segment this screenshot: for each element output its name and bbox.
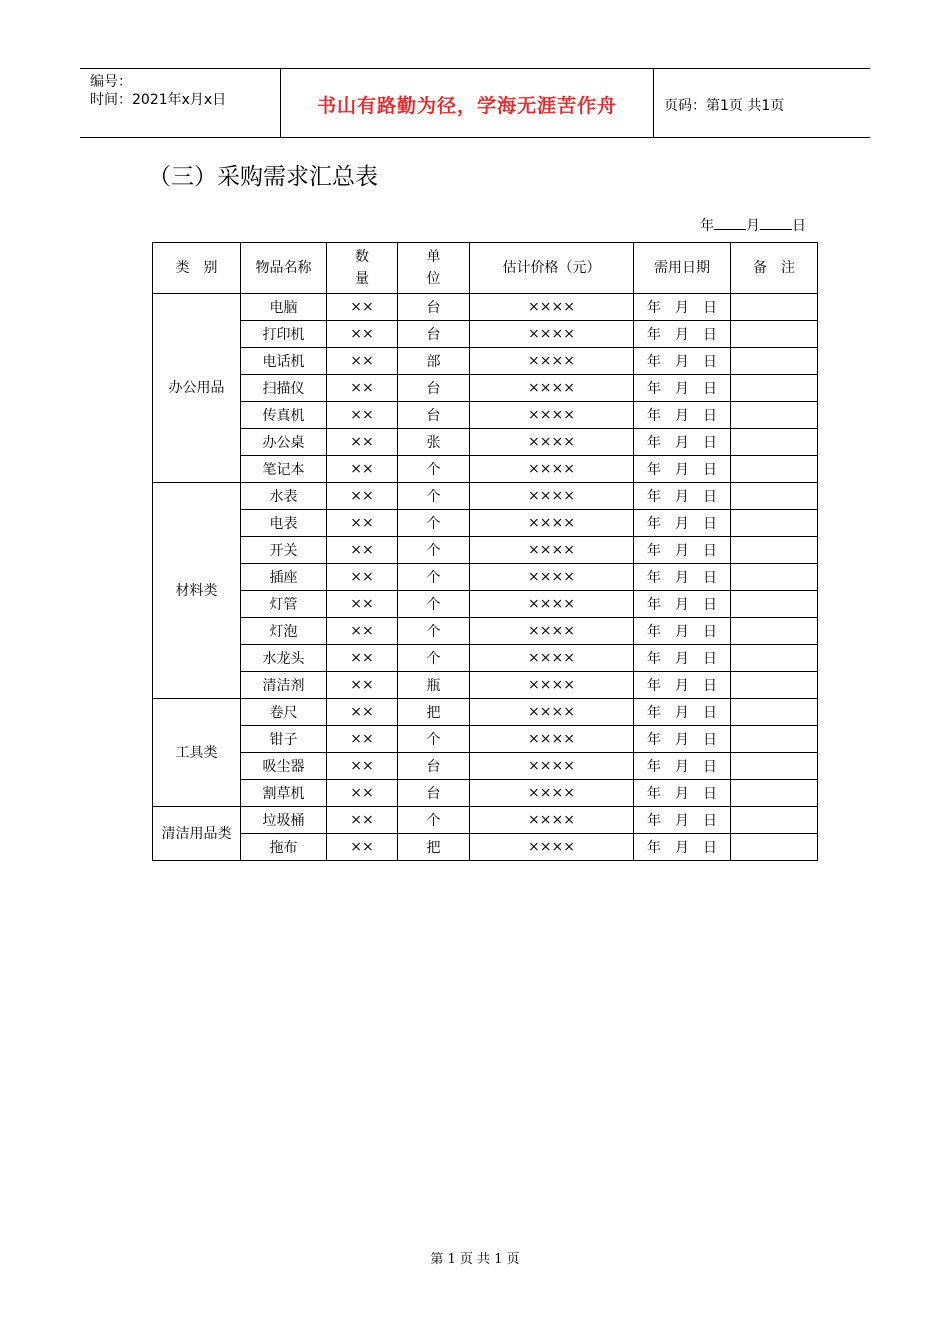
table-row (153, 321, 818, 348)
price-cell: ×××× (470, 429, 634, 456)
remarks-cell (731, 564, 818, 591)
quantity-cell: ×× (327, 591, 398, 618)
date-cell: 年 月 日 (634, 618, 731, 645)
date-cell: 年 月 日 (634, 510, 731, 537)
date-cell: 年 月 日 (634, 591, 731, 618)
remarks-cell (731, 645, 818, 672)
unit-cell: 台 (398, 780, 470, 807)
section-title: （三）采购需求汇总表 (148, 164, 378, 190)
date-cell: 年 月 日 (634, 753, 731, 780)
date-cell: 年 月 日 (634, 726, 731, 753)
price-cell: ×××× (470, 483, 634, 510)
date-month-label: 月 (746, 218, 760, 234)
table-row (153, 645, 818, 672)
item-name-cell: 打印机 (241, 321, 327, 348)
remarks-cell (731, 807, 818, 834)
item-name-cell: 钳子 (241, 726, 327, 753)
price-cell: ×××× (470, 375, 634, 402)
remarks-cell (731, 780, 818, 807)
table-row (153, 510, 818, 537)
header-meta-cell (80, 69, 281, 137)
price-cell: ×××× (470, 564, 634, 591)
unit-cell: 个 (398, 726, 470, 753)
price-cell: ×××× (470, 402, 634, 429)
price-cell: ×××× (470, 753, 634, 780)
date-month-blank (714, 217, 746, 230)
quantity-cell: ×× (327, 753, 398, 780)
date-cell: 年 月 日 (634, 348, 731, 375)
quantity-cell: ×× (327, 429, 398, 456)
price-cell: ×××× (470, 321, 634, 348)
unit-cell: 把 (398, 699, 470, 726)
item-name-cell: 灯管 (241, 591, 327, 618)
price-cell: ×××× (470, 699, 634, 726)
unit-cell: 瓶 (398, 672, 470, 699)
item-name-cell: 拖布 (241, 834, 327, 861)
category-cell: 办公用品 (153, 294, 241, 483)
table-row (153, 294, 818, 321)
column-header-unit: 单位 (398, 243, 470, 294)
table-row (153, 672, 818, 699)
item-name-cell: 插座 (241, 564, 327, 591)
item-name-cell: 清洁剂 (241, 672, 327, 699)
column-header-quantity: 数量 (327, 243, 398, 294)
price-cell: ×××× (470, 537, 634, 564)
remarks-cell (731, 402, 818, 429)
category-cell: 清洁用品类 (153, 807, 241, 861)
remarks-cell (731, 321, 818, 348)
table-row (153, 456, 818, 483)
date-year-label: 年 (700, 218, 714, 234)
table-row (153, 807, 818, 834)
table-row (153, 537, 818, 564)
remarks-cell (731, 537, 818, 564)
table-row (153, 429, 818, 456)
item-name-cell: 卷尺 (241, 699, 327, 726)
item-name-cell: 水龙头 (241, 645, 327, 672)
table-header-row (153, 243, 818, 294)
quantity-cell: ×× (327, 483, 398, 510)
unit-cell: 个 (398, 807, 470, 834)
unit-cell: 个 (398, 537, 470, 564)
remarks-cell (731, 591, 818, 618)
unit-cell: 台 (398, 753, 470, 780)
category-cell: 工具类 (153, 699, 241, 807)
price-cell: ×××× (470, 807, 634, 834)
motto-text: 书山有路勤为径，学海无涯苦作舟 (316, 95, 617, 117)
quantity-cell: ×× (327, 780, 398, 807)
quantity-cell: ×× (327, 834, 398, 861)
price-cell: ×××× (470, 645, 634, 672)
unit-cell: 台 (398, 321, 470, 348)
item-name-cell: 办公桌 (241, 429, 327, 456)
column-header-required-date: 需用日期 (634, 243, 731, 294)
date-cell: 年 月 日 (634, 807, 731, 834)
procurement-summary-table (152, 242, 818, 861)
date-day-blank (760, 217, 792, 230)
item-name-cell: 水表 (241, 483, 327, 510)
date-cell: 年 月 日 (634, 672, 731, 699)
unit-cell: 张 (398, 429, 470, 456)
quantity-cell: ×× (327, 537, 398, 564)
date-cell: 年 月 日 (634, 564, 731, 591)
date-cell: 年 月 日 (634, 780, 731, 807)
price-cell: ×××× (470, 591, 634, 618)
date-cell: 年 月 日 (634, 483, 731, 510)
quantity-cell: ×× (327, 402, 398, 429)
header-page-cell (654, 69, 870, 137)
date-cell: 年 月 日 (634, 699, 731, 726)
item-name-cell: 电脑 (241, 294, 327, 321)
unit-cell: 台 (398, 402, 470, 429)
unit-cell: 台 (398, 294, 470, 321)
date-cell: 年 月 日 (634, 321, 731, 348)
quantity-cell: ×× (327, 618, 398, 645)
remarks-cell (731, 672, 818, 699)
price-cell: ×××× (470, 456, 634, 483)
date-cell: 年 月 日 (634, 834, 731, 861)
category-cell: 材料类 (153, 483, 241, 699)
table-row (153, 375, 818, 402)
document-number-label: 编号： (90, 74, 132, 90)
table-row (153, 591, 818, 618)
date-cell: 年 月 日 (634, 537, 731, 564)
date-cell: 年 月 日 (634, 456, 731, 483)
column-header-item-name: 物品名称 (241, 243, 327, 294)
remarks-cell (731, 348, 818, 375)
table-row (153, 753, 818, 780)
column-header-estimated-price: 估计价格（元） (470, 243, 634, 294)
remarks-cell (731, 726, 818, 753)
remarks-cell (731, 618, 818, 645)
unit-cell: 个 (398, 645, 470, 672)
quantity-cell: ×× (327, 456, 398, 483)
remarks-cell (731, 429, 818, 456)
quantity-cell: ×× (327, 564, 398, 591)
table-body (153, 294, 818, 861)
unit-cell: 个 (398, 591, 470, 618)
remarks-cell (731, 375, 818, 402)
table-row (153, 699, 818, 726)
table-row (153, 402, 818, 429)
item-name-cell: 电话机 (241, 348, 327, 375)
quantity-cell: ×× (327, 321, 398, 348)
remarks-cell (731, 510, 818, 537)
price-cell: ×××× (470, 726, 634, 753)
table-row (153, 780, 818, 807)
unit-cell: 个 (398, 456, 470, 483)
item-name-cell: 电表 (241, 510, 327, 537)
item-name-cell: 割草机 (241, 780, 327, 807)
table-row (153, 618, 818, 645)
item-name-cell: 吸尘器 (241, 753, 327, 780)
item-name-cell: 传真机 (241, 402, 327, 429)
price-cell: ×××× (470, 348, 634, 375)
date-day-label: 日 (792, 218, 806, 234)
unit-cell: 个 (398, 618, 470, 645)
quantity-cell: ×× (327, 294, 398, 321)
remarks-cell (731, 699, 818, 726)
page-footer: 第 1 页 共 1 页 (430, 1252, 520, 1267)
date-cell: 年 月 日 (634, 645, 731, 672)
date-cell: 年 月 日 (634, 294, 731, 321)
quantity-cell: ×× (327, 807, 398, 834)
price-cell: ×××× (470, 672, 634, 699)
price-cell: ×××× (470, 834, 634, 861)
unit-cell: 部 (398, 348, 470, 375)
item-name-cell: 灯泡 (241, 618, 327, 645)
unit-cell: 台 (398, 375, 470, 402)
date-cell: 年 月 日 (634, 375, 731, 402)
header-motto-cell (281, 69, 654, 137)
price-cell: ×××× (470, 510, 634, 537)
item-name-cell: 开关 (241, 537, 327, 564)
quantity-cell: ×× (327, 699, 398, 726)
unit-cell: 把 (398, 834, 470, 861)
table-row (153, 483, 818, 510)
unit-cell: 个 (398, 483, 470, 510)
quantity-cell: ×× (327, 348, 398, 375)
remarks-cell (731, 456, 818, 483)
item-name-cell: 扫描仪 (241, 375, 327, 402)
price-cell: ×××× (470, 294, 634, 321)
item-name-cell: 垃圾桶 (241, 807, 327, 834)
remarks-cell (731, 483, 818, 510)
quantity-cell: ×× (327, 645, 398, 672)
date-cell: 年 月 日 (634, 402, 731, 429)
remarks-cell (731, 294, 818, 321)
unit-cell: 个 (398, 564, 470, 591)
document-time-label: 时间：2021年x月x日 (90, 92, 227, 108)
column-header-category: 类 别 (153, 243, 241, 294)
quantity-cell: ×× (327, 726, 398, 753)
table-row (153, 834, 818, 861)
price-cell: ×××× (470, 780, 634, 807)
page-number-label: 页码：第1页 共1页 (664, 98, 785, 114)
column-header-remarks: 备 注 (731, 243, 818, 294)
quantity-cell: ×× (327, 672, 398, 699)
table-row (153, 348, 818, 375)
remarks-cell (731, 834, 818, 861)
table-row (153, 564, 818, 591)
quantity-cell: ×× (327, 375, 398, 402)
quantity-cell: ×× (327, 510, 398, 537)
date-cell: 年 月 日 (634, 429, 731, 456)
date-line (700, 215, 806, 235)
remarks-cell (731, 753, 818, 780)
document-header (80, 68, 870, 138)
unit-cell: 个 (398, 510, 470, 537)
table-row (153, 726, 818, 753)
item-name-cell: 笔记本 (241, 456, 327, 483)
price-cell: ×××× (470, 618, 634, 645)
